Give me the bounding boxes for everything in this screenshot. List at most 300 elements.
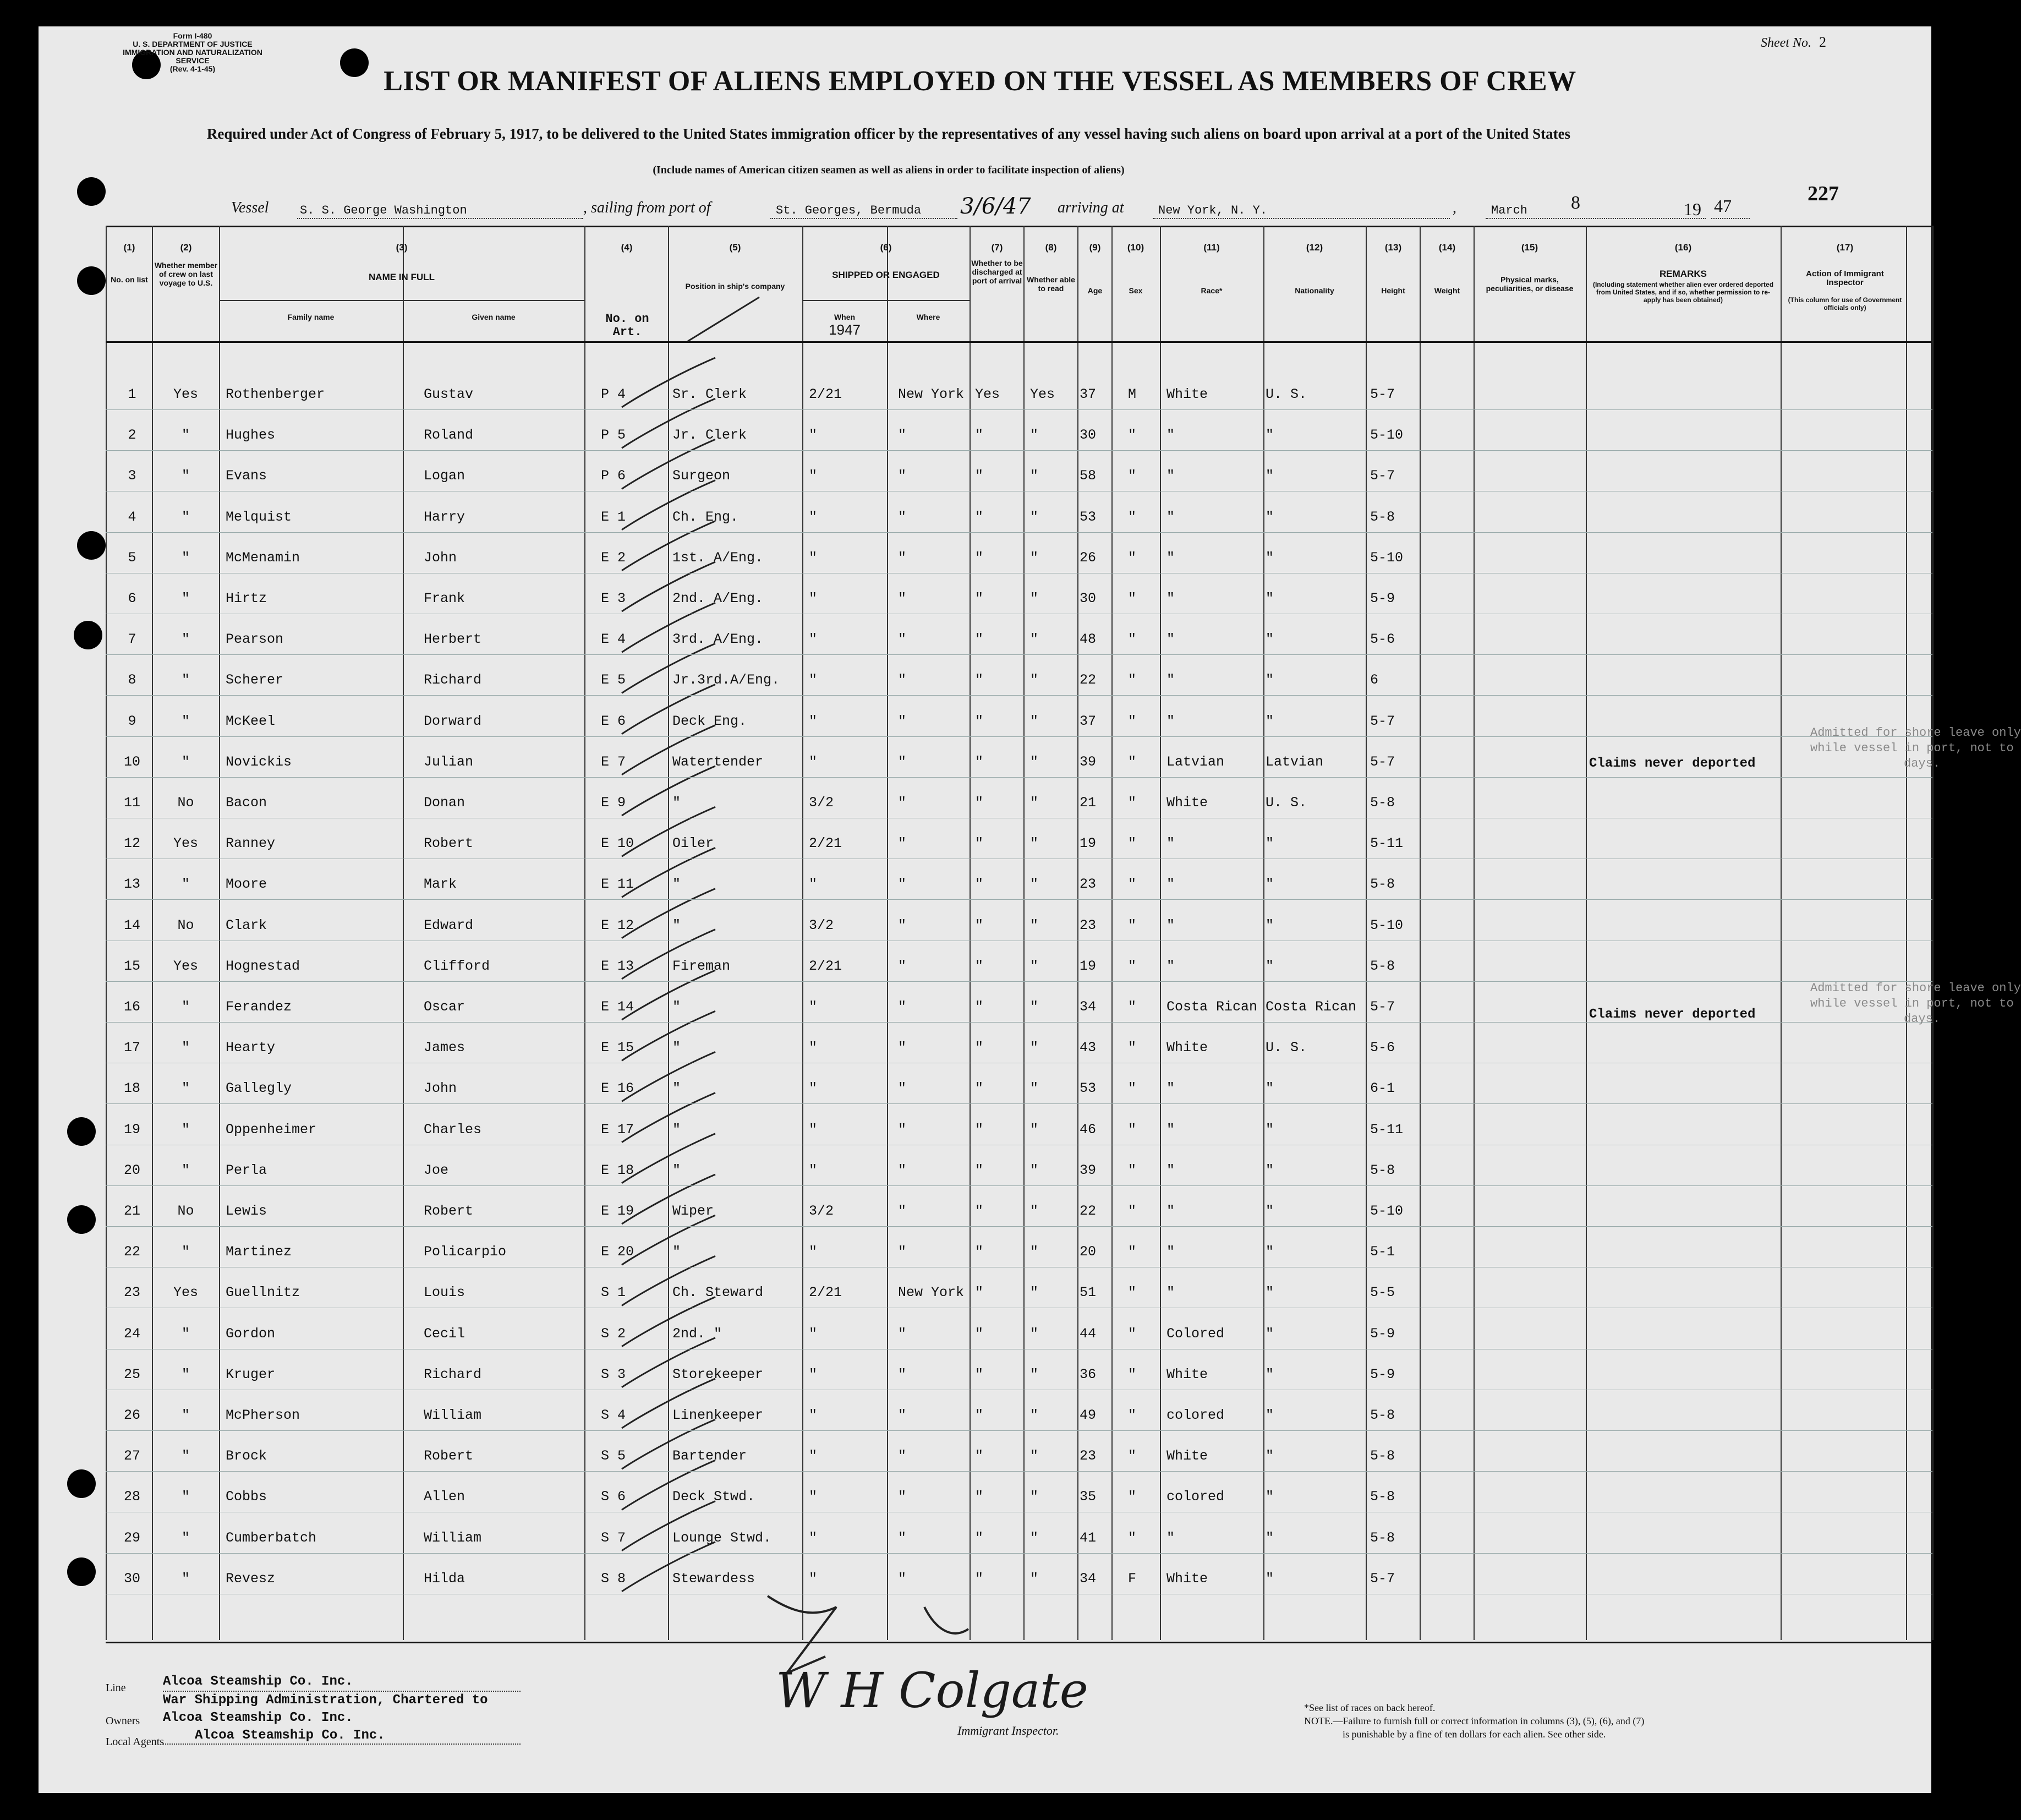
cell-art: S 7 bbox=[601, 1529, 626, 1546]
cell-read: " bbox=[1030, 468, 1039, 484]
col-13-number: (13) bbox=[1384, 242, 1402, 253]
cell-race: " bbox=[1166, 876, 1175, 893]
col-1-number: (1) bbox=[123, 242, 135, 253]
cell-no: 26 bbox=[123, 1407, 140, 1423]
cell-no: 3 bbox=[128, 468, 136, 484]
col-6-header: SHIPPED OR ENGAGED bbox=[832, 270, 940, 280]
cell-art: E 16 bbox=[601, 1080, 634, 1097]
cell-sex: " bbox=[1128, 1529, 1137, 1546]
cell-race: " bbox=[1166, 1203, 1175, 1219]
revision: (Rev. 4-1-45) bbox=[169, 64, 216, 73]
cell-no: 1 bbox=[128, 386, 136, 402]
cell-nat: " bbox=[1266, 672, 1274, 688]
col-16-note: (Including statement whether alien ever ordered deported from United States, and if so, whether permission to re-apply has been obtained) bbox=[1592, 281, 1774, 304]
cell-nat: " bbox=[1266, 1448, 1274, 1464]
cell-prev: Yes bbox=[173, 958, 198, 974]
cell-where: " bbox=[898, 958, 907, 974]
cell-sex: " bbox=[1128, 468, 1137, 484]
cell-prev: " bbox=[181, 1080, 190, 1097]
cell-race: " bbox=[1166, 1529, 1175, 1546]
footnote-penalty-2: is punishable by a fine of ten dollars for each alien. See other side. bbox=[1343, 1729, 1606, 1740]
cell-where: " bbox=[898, 1244, 907, 1260]
cell-when: 2/21 bbox=[809, 386, 842, 402]
cell-family: Kruger bbox=[226, 1366, 276, 1382]
check-mark bbox=[622, 766, 715, 816]
cell-nat: " bbox=[1266, 1325, 1274, 1342]
cell-no: 15 bbox=[123, 958, 140, 974]
cell-disch: " bbox=[975, 1244, 984, 1260]
cell-when: 2/21 bbox=[809, 1285, 842, 1301]
cell-sex: " bbox=[1128, 1040, 1137, 1056]
row-rule bbox=[106, 1226, 1932, 1227]
cell-family: McKeel bbox=[226, 713, 276, 729]
cell-position: " bbox=[672, 1121, 681, 1138]
cell-disch: " bbox=[975, 1203, 984, 1219]
cell-race: " bbox=[1166, 427, 1175, 444]
cell-no: 9 bbox=[128, 713, 136, 729]
cell-read: " bbox=[1030, 672, 1039, 688]
cell-race: " bbox=[1166, 958, 1175, 974]
cell-family: Oppenheimer bbox=[226, 1121, 317, 1138]
cell-age: 34 bbox=[1080, 999, 1097, 1015]
cell-position: Wiper bbox=[672, 1203, 714, 1219]
cell-position: Sr. Clerk bbox=[672, 386, 747, 402]
cell-art: E 10 bbox=[601, 835, 634, 852]
cell-when: " bbox=[809, 1570, 818, 1587]
cell-race: White bbox=[1166, 1366, 1208, 1382]
cell-where: " bbox=[898, 427, 907, 444]
cell-no: 24 bbox=[123, 1325, 140, 1342]
shore-leave-stamp bbox=[1810, 725, 2021, 772]
cell-position: Jr. Clerk bbox=[672, 427, 747, 444]
cell-prev: " bbox=[181, 876, 190, 893]
cell-given: Harry bbox=[424, 509, 465, 525]
cell-height: 5-9 bbox=[1370, 1325, 1395, 1342]
vessel-name: S. S. George Washington bbox=[300, 204, 467, 217]
cell-race: White bbox=[1166, 1040, 1208, 1056]
cell-read: " bbox=[1030, 835, 1039, 852]
cell-art: S 4 bbox=[601, 1407, 626, 1423]
cell-height: 5-8 bbox=[1370, 795, 1395, 811]
cell-age: 30 bbox=[1080, 591, 1097, 606]
cell-family: McPherson bbox=[226, 1407, 300, 1423]
cell-no: 25 bbox=[123, 1366, 140, 1382]
cell-disch: " bbox=[975, 672, 984, 688]
cell-given: Cecil bbox=[424, 1325, 465, 1342]
cell-disch: " bbox=[975, 1529, 984, 1546]
cell-where: " bbox=[898, 1203, 907, 1219]
cell-disch: " bbox=[975, 1448, 984, 1464]
cell-prev: " bbox=[181, 1570, 190, 1587]
cell-prev: " bbox=[181, 1489, 190, 1505]
cell-read: " bbox=[1030, 1162, 1039, 1178]
cell-where: " bbox=[898, 672, 907, 688]
cell-where: " bbox=[898, 999, 907, 1015]
cell-family: Cumberbatch bbox=[226, 1529, 317, 1546]
arrival-day: 8 bbox=[1571, 193, 1580, 213]
cell-nat: " bbox=[1266, 1489, 1274, 1505]
inspector-signature: W H Colgate bbox=[776, 1662, 1088, 1719]
cell-race: White bbox=[1166, 1570, 1208, 1587]
col-13-header: Height bbox=[1381, 286, 1405, 295]
cell-family: Martinez bbox=[226, 1244, 292, 1260]
cell-when: 2/21 bbox=[809, 958, 842, 974]
cell-sex: " bbox=[1128, 509, 1137, 525]
cell-nat: " bbox=[1266, 713, 1274, 729]
cell-sex: " bbox=[1128, 1285, 1137, 1301]
cell-disch: " bbox=[975, 631, 984, 648]
cell-height: 6 bbox=[1370, 672, 1379, 688]
vessel-label: Vessel bbox=[231, 199, 269, 216]
cell-when: " bbox=[809, 753, 818, 770]
cell-race: " bbox=[1166, 591, 1175, 606]
cell-given: Logan bbox=[424, 468, 465, 484]
cell-sex: " bbox=[1128, 1121, 1137, 1138]
cell-when: 2/21 bbox=[809, 835, 842, 852]
col-1-header: No. on list bbox=[111, 275, 148, 284]
cell-no: 5 bbox=[128, 549, 136, 566]
cell-art: S 8 bbox=[601, 1570, 626, 1587]
cell-no: 27 bbox=[123, 1448, 140, 1464]
cell-nat: Costa Rican bbox=[1266, 999, 1357, 1015]
footnote-penalty: NOTE.—Failure to furnish full or correct information in columns (3), (5), (6), and (7) bbox=[1304, 1715, 1645, 1726]
cell-race: " bbox=[1166, 1244, 1175, 1260]
cell-sex: F bbox=[1128, 1570, 1137, 1587]
cell-height: 5-10 bbox=[1370, 549, 1404, 566]
cell-prev: " bbox=[181, 1162, 190, 1178]
cell-disch: " bbox=[975, 427, 984, 444]
cell-race: Costa Rican bbox=[1166, 999, 1258, 1015]
col-4-number: (4) bbox=[621, 242, 633, 253]
cell-no: 18 bbox=[123, 1080, 140, 1097]
cell-nat: " bbox=[1266, 1407, 1274, 1423]
cell-height: 5-8 bbox=[1370, 958, 1395, 974]
cell-given: Oscar bbox=[424, 999, 465, 1015]
cell-family: Novickis bbox=[226, 753, 292, 770]
col-6a-header: When bbox=[834, 313, 856, 321]
cell-where: " bbox=[898, 591, 907, 606]
cell-height: 5-1 bbox=[1370, 1244, 1395, 1260]
cell-height: 5-8 bbox=[1370, 1407, 1395, 1423]
cell-nat: " bbox=[1266, 917, 1274, 933]
cell-no: 16 bbox=[123, 999, 140, 1015]
cell-where: " bbox=[898, 1489, 907, 1505]
col-16-header: REMARKS bbox=[1659, 269, 1707, 279]
cell-sex: " bbox=[1128, 1244, 1137, 1260]
cell-when: " bbox=[809, 1489, 818, 1505]
cell-sex: " bbox=[1128, 549, 1137, 566]
cell-position: Stewardess bbox=[672, 1570, 755, 1587]
cell-no: 4 bbox=[128, 509, 136, 525]
cell-sex: " bbox=[1128, 1325, 1137, 1342]
cell-read: " bbox=[1030, 1325, 1039, 1342]
col-10-header: Sex bbox=[1129, 286, 1143, 295]
cell-when: " bbox=[809, 1040, 818, 1056]
cell-art: S 3 bbox=[601, 1366, 626, 1382]
cell-family: Ranney bbox=[226, 835, 276, 852]
cell-family: Guellnitz bbox=[226, 1285, 300, 1301]
cell-disch: " bbox=[975, 468, 984, 484]
cell-disch: " bbox=[975, 753, 984, 770]
cell-nat: " bbox=[1266, 1529, 1274, 1546]
cell-race: colored bbox=[1166, 1407, 1225, 1423]
cell-race: " bbox=[1166, 1162, 1175, 1178]
cell-family: Moore bbox=[226, 876, 267, 893]
cell-nat: U. S. bbox=[1266, 795, 1307, 811]
cell-read: " bbox=[1030, 753, 1039, 770]
cell-where: " bbox=[898, 1325, 907, 1342]
cell-nat: " bbox=[1266, 958, 1274, 974]
cell-prev: " bbox=[181, 1325, 190, 1342]
cell-where: " bbox=[898, 1529, 907, 1546]
cell-given: Richard bbox=[424, 1366, 482, 1382]
cell-read: " bbox=[1030, 1040, 1039, 1056]
cell-no: 22 bbox=[123, 1244, 140, 1260]
cell-sex: " bbox=[1128, 1366, 1137, 1382]
cell-given: John bbox=[424, 549, 457, 566]
cell-prev: " bbox=[181, 1244, 190, 1260]
cell-no: 11 bbox=[123, 795, 140, 811]
page-subnote: (Include names of American citizen seamen as well as aliens in order to facilitate inspection of aliens) bbox=[653, 164, 1125, 176]
cell-disch: " bbox=[975, 876, 984, 893]
cell-prev: " bbox=[181, 427, 190, 444]
cell-where: " bbox=[898, 468, 907, 484]
cell-where: " bbox=[898, 1570, 907, 1587]
cell-nat: " bbox=[1266, 876, 1274, 893]
stamp-line: Admitted for shore leave only bbox=[1810, 981, 2021, 995]
check-mark bbox=[622, 848, 715, 897]
cell-read: " bbox=[1030, 631, 1039, 648]
cell-prev: " bbox=[181, 999, 190, 1015]
col-8-header: Whether able to read bbox=[1027, 275, 1075, 293]
cell-art: P 6 bbox=[601, 468, 626, 484]
cell-age: 51 bbox=[1080, 1285, 1097, 1301]
cell-sex: " bbox=[1128, 1203, 1137, 1219]
cell-where: " bbox=[898, 631, 907, 648]
cell-nat: " bbox=[1266, 549, 1274, 566]
cell-read: " bbox=[1030, 591, 1039, 606]
stamp-line: while vessel in port, not to bbox=[1810, 997, 2014, 1010]
cell-height: 5-7 bbox=[1370, 713, 1395, 729]
cell-height: 5-7 bbox=[1370, 386, 1395, 402]
cell-position: " bbox=[672, 917, 681, 933]
cell-when: 3/2 bbox=[809, 1203, 834, 1219]
cell-sex: " bbox=[1128, 958, 1137, 974]
cell-disch: " bbox=[975, 509, 984, 525]
col-14-header: Weight bbox=[1434, 286, 1460, 295]
cell-family: Melquist bbox=[226, 509, 292, 525]
col-6b-header: Where bbox=[916, 313, 940, 321]
cell-disch: " bbox=[975, 1366, 984, 1382]
page-title: LIST OR MANIFEST OF ALIENS EMPLOYED ON THE VESSEL AS MEMBERS OF CREW bbox=[384, 65, 1576, 97]
cell-no: 23 bbox=[123, 1285, 140, 1301]
cell-prev: No bbox=[177, 795, 194, 811]
cell-given: Gustav bbox=[424, 386, 474, 402]
cell-read: " bbox=[1030, 427, 1039, 444]
row-rule bbox=[106, 1185, 1932, 1186]
cell-age: 53 bbox=[1080, 1080, 1097, 1097]
owners-value-2: Alcoa Steamship Co. Inc. bbox=[163, 1710, 353, 1725]
cell-read: " bbox=[1030, 917, 1039, 933]
cell-disch: " bbox=[975, 1162, 984, 1178]
cell-prev: " bbox=[181, 549, 190, 566]
cell-disch: " bbox=[975, 1040, 984, 1056]
cell-where: " bbox=[898, 795, 907, 811]
row-rule bbox=[106, 409, 1932, 410]
cell-nat: " bbox=[1266, 591, 1274, 606]
cell-given: Clifford bbox=[424, 958, 490, 974]
cell-no: 7 bbox=[128, 631, 136, 648]
cell-where: " bbox=[898, 835, 907, 852]
cell-family: Hearty bbox=[226, 1040, 276, 1056]
cell-disch: " bbox=[975, 1407, 984, 1423]
cell-race: " bbox=[1166, 1080, 1175, 1097]
cell-age: 34 bbox=[1080, 1570, 1097, 1587]
cell-art: E 11 bbox=[601, 876, 634, 893]
page-subtitle: Required under Act of Congress of February 5, 1917, to be delivered to the United States immigration officer by the representatives of any vessel having such aliens on board upon arrival at a port of the United States bbox=[206, 125, 1571, 142]
col-7-number: (7) bbox=[991, 242, 1003, 253]
cell-family: Ferandez bbox=[226, 999, 292, 1015]
cell-position: 3rd. A/Eng. bbox=[672, 631, 764, 648]
cell-where: New York bbox=[898, 1285, 965, 1301]
cell-where: " bbox=[898, 917, 907, 933]
cell-height: 5-11 bbox=[1370, 835, 1404, 852]
cell-when: 3/2 bbox=[809, 917, 834, 933]
cell-disch: " bbox=[975, 999, 984, 1015]
cell-height: 5-9 bbox=[1370, 591, 1395, 606]
cell-when: " bbox=[809, 1529, 818, 1546]
cell-given: William bbox=[424, 1529, 482, 1546]
cell-when: " bbox=[809, 876, 818, 893]
cell-age: 43 bbox=[1080, 1040, 1097, 1056]
cell-art: E 17 bbox=[601, 1121, 634, 1138]
cell-given: Frank bbox=[424, 591, 465, 606]
year-value: 47 bbox=[1714, 196, 1732, 216]
cell-given: Policarpio bbox=[424, 1244, 507, 1260]
cell-height: 5-9 bbox=[1370, 1366, 1395, 1382]
handwritten-date: 3/6/47 bbox=[960, 194, 1031, 219]
cell-age: 23 bbox=[1080, 1448, 1097, 1464]
cell-prev: " bbox=[181, 713, 190, 729]
cell-position: " bbox=[672, 876, 681, 893]
cell-disch: " bbox=[975, 917, 984, 933]
cell-art: S 1 bbox=[601, 1285, 626, 1301]
cell-given: Edward bbox=[424, 917, 474, 933]
arrival-port: New York, N. Y. bbox=[1158, 204, 1268, 217]
cell-no: 6 bbox=[128, 591, 136, 606]
cell-height: 5-8 bbox=[1370, 1529, 1395, 1546]
remark-claims-never-deported: Claims never deported bbox=[1589, 1007, 1756, 1022]
cell-disch: " bbox=[975, 1325, 984, 1342]
sheet-label: Sheet No. bbox=[1761, 36, 1811, 50]
cell-height: 5-10 bbox=[1370, 1203, 1404, 1219]
cell-given: Richard bbox=[424, 672, 482, 688]
cell-read: " bbox=[1030, 1244, 1039, 1260]
cell-art: E 2 bbox=[601, 549, 626, 566]
cell-disch: " bbox=[975, 958, 984, 974]
remark-claims-never-deported: Claims never deported bbox=[1589, 756, 1756, 771]
shore-leave-stamp bbox=[1810, 981, 2021, 1027]
cell-read: " bbox=[1030, 1489, 1039, 1505]
cell-age: 53 bbox=[1080, 509, 1097, 525]
cell-where: New York bbox=[898, 386, 965, 402]
cell-no: 29 bbox=[123, 1529, 140, 1546]
cell-age: 48 bbox=[1080, 631, 1097, 648]
cell-when: " bbox=[809, 999, 818, 1015]
cell-sex: " bbox=[1128, 591, 1137, 606]
cell-position: " bbox=[672, 795, 681, 811]
col-6-number: (6) bbox=[880, 242, 892, 253]
cell-nat: " bbox=[1266, 427, 1274, 444]
check-mark bbox=[622, 1215, 715, 1265]
cell-nat: " bbox=[1266, 509, 1274, 525]
cell-prev: " bbox=[181, 1448, 190, 1464]
cell-race: Colored bbox=[1166, 1325, 1225, 1342]
cell-nat: " bbox=[1266, 1162, 1274, 1178]
cell-when: " bbox=[809, 468, 818, 484]
cell-height: 6-1 bbox=[1370, 1080, 1395, 1097]
check-mark bbox=[622, 1011, 715, 1061]
cell-sex: " bbox=[1128, 631, 1137, 648]
cell-position: Fireman bbox=[672, 958, 731, 974]
cell-when: " bbox=[809, 1121, 818, 1138]
cell-age: 20 bbox=[1080, 1244, 1097, 1260]
cell-family: Pearson bbox=[226, 631, 284, 648]
cell-position: " bbox=[672, 999, 681, 1015]
cell-no: 28 bbox=[123, 1489, 140, 1505]
cell-where: " bbox=[898, 713, 907, 729]
cell-given: Herbert bbox=[424, 631, 482, 648]
cell-given: Dorward bbox=[424, 713, 482, 729]
row-rule bbox=[106, 532, 1932, 533]
cell-position: Storekeeper bbox=[672, 1366, 764, 1382]
cell-art: E 12 bbox=[601, 917, 634, 933]
cell-prev: " bbox=[181, 1121, 190, 1138]
cell-prev: No bbox=[177, 917, 194, 933]
cell-position: Linenkeeper bbox=[672, 1407, 764, 1423]
cell-age: 39 bbox=[1080, 1162, 1097, 1178]
cell-sex: " bbox=[1128, 835, 1137, 852]
cell-age: 22 bbox=[1080, 1203, 1097, 1219]
cell-where: " bbox=[898, 1121, 907, 1138]
cell-age: 19 bbox=[1080, 835, 1097, 852]
cell-family: Lewis bbox=[226, 1203, 267, 1219]
cell-disch: " bbox=[975, 549, 984, 566]
col-17-note: (This column for use of Government officials only) bbox=[1788, 296, 1902, 311]
cell-position: " bbox=[672, 1162, 681, 1178]
cell-race: " bbox=[1166, 672, 1175, 688]
col-5-header: Position in ship's company bbox=[685, 282, 785, 291]
cell-art: E 15 bbox=[601, 1040, 634, 1056]
cell-family: Hughes bbox=[226, 427, 276, 444]
cell-art: E 4 bbox=[601, 631, 626, 648]
cell-sex: " bbox=[1128, 713, 1137, 729]
cell-art: E 14 bbox=[601, 999, 634, 1015]
row-rule bbox=[106, 777, 1932, 778]
cell-age: 30 bbox=[1080, 427, 1097, 444]
cell-family: McMenamin bbox=[226, 549, 300, 566]
cell-where: " bbox=[898, 1162, 907, 1178]
line-label: Line bbox=[106, 1682, 126, 1694]
row-rule bbox=[106, 654, 1932, 655]
col-10-number: (10) bbox=[1127, 242, 1144, 253]
arrival-month: March bbox=[1491, 204, 1528, 217]
cell-nat: " bbox=[1266, 1285, 1274, 1301]
cell-given: Robert bbox=[424, 1203, 474, 1219]
check-mark bbox=[622, 1052, 715, 1101]
col-16-number: (16) bbox=[1674, 242, 1692, 253]
cell-position: 2nd. " bbox=[672, 1325, 722, 1342]
